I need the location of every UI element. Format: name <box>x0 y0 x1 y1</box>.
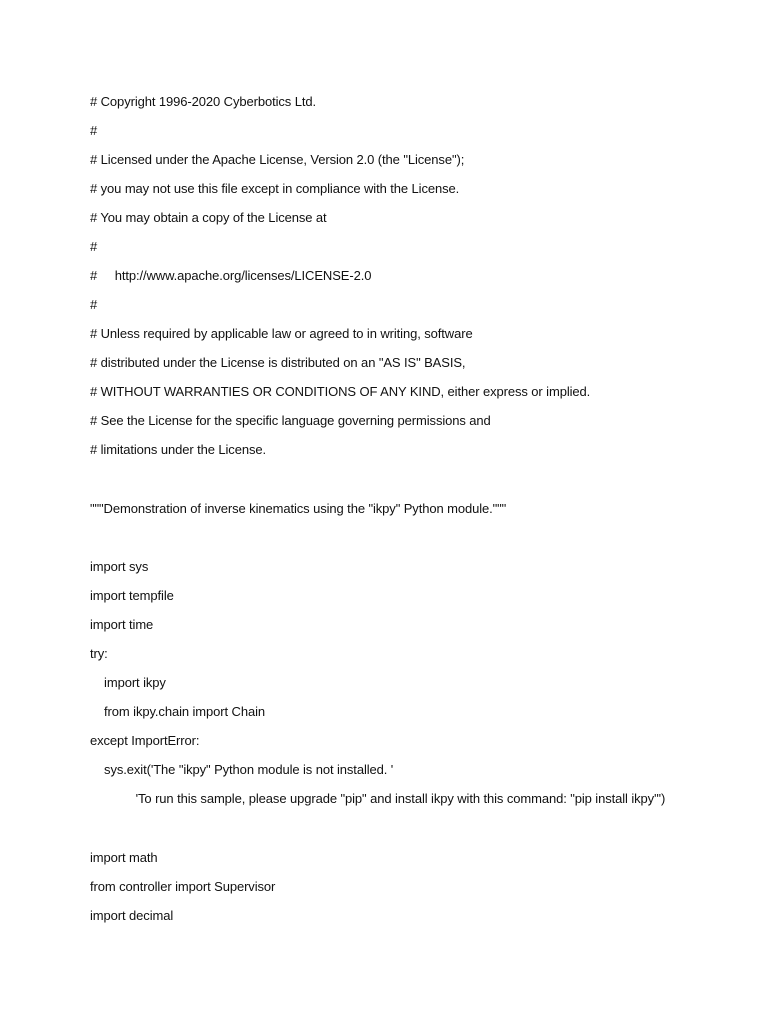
code-line-copyright: # Copyright 1996-2020 Cyberbotics Ltd. <box>90 94 317 109</box>
code-line-except: except ImportError: <box>90 733 200 748</box>
code-line: # limitations under the License. <box>90 442 267 457</box>
code-line-license: # Licensed under the Apache License, Version 2.0 (the "License"); <box>90 152 465 167</box>
code-line-try: try: <box>90 646 108 661</box>
code-line-sys-exit-continued: 'To run this sample, please upgrade "pip" and install ikpy with this command: "pip install ikpy"') <box>90 791 666 806</box>
code-line-import: import math <box>90 850 158 865</box>
code-line-import: import time <box>90 617 154 632</box>
code-line: # Unless required by applicable law or agreed to in writing, software <box>90 326 473 341</box>
code-line-docstring: """Demonstration of inverse kinematics using the "ikpy" Python module.""" <box>90 501 507 516</box>
code-line: # <box>90 123 98 138</box>
code-line-import: import decimal <box>90 908 174 923</box>
code-line-import: import sys <box>90 559 149 574</box>
code-line-import: from controller import Supervisor <box>90 879 276 894</box>
code-line-import: from ikpy.chain import Chain <box>90 704 266 719</box>
code-line: # You may obtain a copy of the License at <box>90 210 327 225</box>
code-line: # distributed under the License is distributed on an "AS IS" BASIS, <box>90 355 466 370</box>
code-line: # <box>90 239 98 254</box>
code-line-import: import ikpy <box>90 675 166 690</box>
code-line-sys-exit: sys.exit('The "ikpy" Python module is not installed. ' <box>90 762 394 777</box>
code-line: # <box>90 297 98 312</box>
code-line-license-url: # http://www.apache.org/licenses/LICENSE-2.0 <box>90 268 372 283</box>
code-line: # you may not use this file except in compliance with the License. <box>90 181 460 196</box>
code-line: # WITHOUT WARRANTIES OR CONDITIONS OF ANY KIND, either express or implied. <box>90 384 591 399</box>
code-line-import: import tempfile <box>90 588 174 603</box>
code-line: # See the License for the specific language governing permissions and <box>90 413 491 428</box>
